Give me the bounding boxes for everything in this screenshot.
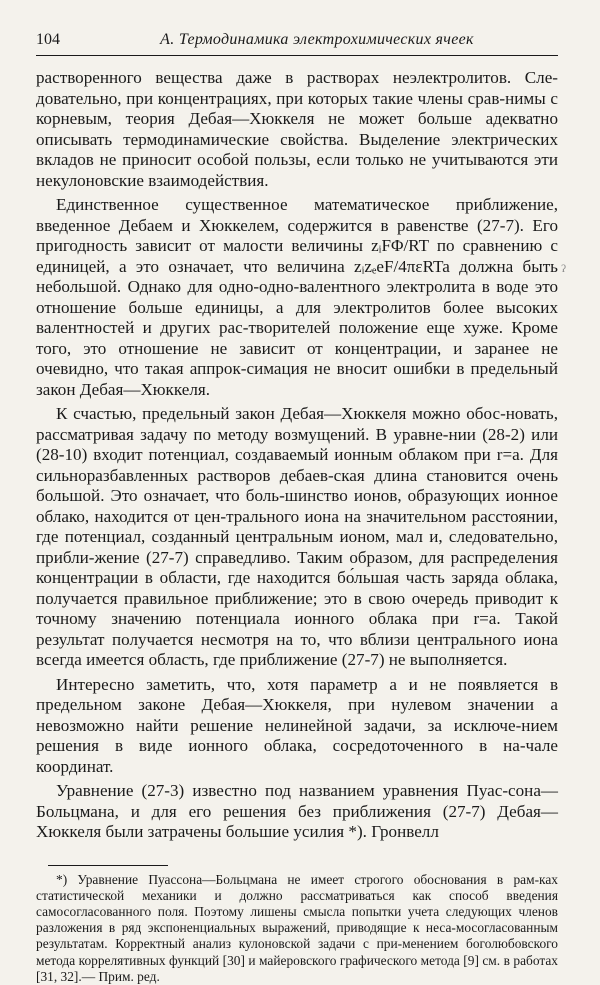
text-line: введенное Дебаем и Хюккелем, содержится в равенстве (27-7).	[36, 215, 524, 235]
body-text	[36, 68, 558, 843]
text-line: сравнению с единицей, а это означает, что величина	[36, 236, 558, 276]
text-line: a невозможно найти решение нелинейной задачи, за исключе-	[36, 695, 558, 735]
text-line: в предельном законе Дебая—Хюккеля, при нулевом значении	[36, 674, 559, 714]
paragraph	[36, 195, 558, 400]
text-line: Дебая—Хюккеля были затрачены большие усилия *). Гронвелл	[36, 801, 558, 841]
footnote-line: членов разложения в ряд экспоненциальных выражений, приводящие к неса-	[36, 903, 558, 936]
text-line: валентного электролита в воде это отношение больше единицы,	[36, 277, 558, 317]
text-line: ская длина становится очень большой. Это означает, что боль-	[36, 465, 558, 505]
header-rule	[36, 55, 558, 56]
text-line: жение (27-7) справедливо. Таким образом, для распределения	[94, 547, 558, 567]
text-line: (27-7) не выполняется.	[341, 650, 508, 669]
page-header	[36, 30, 558, 50]
text-line: довательно, при концентрациях, при которых такие члены срав-	[36, 88, 506, 108]
paragraph	[36, 781, 558, 843]
footnote-line: самосогласованного поля. Поэтому лишены смысла попытки учета следующих	[36, 903, 512, 919]
text-line: нием решения в виде ионного облака, сосредоточенного в на-	[36, 715, 558, 755]
text-line: нимы с корневым, теория Дебая—Хюккеля не может больше	[36, 88, 558, 128]
text-line: шинство ионов, образующих ионное облако, находится от цен-	[36, 486, 558, 526]
text-line: Его пригодность зависит от малости величины zᵢFΦ/RT по	[36, 215, 558, 255]
footnote	[36, 872, 558, 985]
text-line: сона—Больцмана, и для его решения без приближения (27-7)	[36, 781, 558, 821]
text-line: Единственное существенное математическое приближение,	[56, 195, 558, 214]
text-line: К счастью, предельный закон Дебая—Хюккеля можно обос-	[56, 404, 506, 423]
text-line: трального иона на значительном расстоянии, где потенциал,	[36, 506, 558, 546]
footnote-rule	[48, 865, 168, 866]
text-line: облаком при r=a. Для сильноразбавленных растворов дебаев-	[36, 445, 558, 485]
text-line: нии (28-2) или (28-10) входит потенциал, создаваемый ионным	[36, 424, 558, 464]
footnote-text	[36, 872, 558, 985]
footnote-line: менением боголюбовского метода коррелятивных функций [30] и майеровского	[36, 936, 558, 968]
text-line: Уравнение (27-3) известно под названием уравнения Пуас-	[56, 781, 509, 800]
text-line: адекватно описывать термодинамические свойства. Выделение	[36, 109, 558, 149]
text-line: концентрации в области, где находится бо́льшая часть заряда	[36, 568, 499, 587]
paragraph	[36, 675, 558, 778]
text-line: r=a. Такой результат получается несмотря на то, что вблизи	[36, 609, 558, 649]
page-number: 104	[36, 31, 60, 48]
text-line: приводит к точному значению потенциала ионного облака при	[36, 588, 559, 628]
text-line: zᵢzₑeF/4πεRTa должна быть небольшой. Однако для одно-одно-	[36, 256, 558, 296]
text-line: новать, рассматривая задачу по методу возмущений. В уравне-	[36, 404, 558, 444]
text-line: зависит от концентрации, и заранее не очевидно, что такая аппрок-	[36, 338, 558, 378]
footnote-line: ках статистической механики и должно рассматриваться как способ введения	[36, 871, 558, 903]
text-line: симация не вносит ошибки в предельный закон Дебая—Хюккеля.	[36, 359, 558, 399]
footnote-line: графического метода [9] см. в работах [31, 32].— Прим. ред.	[36, 952, 558, 984]
running-title: А. Термодинамика электрохимических ячеек	[160, 31, 474, 48]
text-line: облака, получается правильное приближение; это в свою очередь	[36, 568, 559, 608]
footnote-line: *) Уравнение Пуассона—Больцмана не имеет строгого обоснования в рам-	[56, 871, 540, 887]
text-line: не учитываются эти некулоновские взаимодействия.	[36, 150, 559, 190]
text-line: а для электролитов более высоких валентностей и других рас-	[36, 297, 558, 337]
text-line: растворенного вещества даже в растворах неэлектролитов. Сле-	[36, 68, 558, 87]
paragraph	[36, 404, 558, 671]
paragraph	[36, 68, 558, 191]
text-line: созданный центральным ионом, мал и, следовательно, прибли-	[36, 527, 558, 567]
footnote-line: мосогласованным результатам. Корректный анализ кулоновской задачи с при-	[36, 920, 558, 952]
text-line: творителей положение еще хуже. Кроме того, это отношение не	[36, 318, 558, 358]
text-line: чале координат.	[36, 736, 558, 776]
text-line: Интересно заметить, что, хотя параметр a и не появляется	[56, 674, 539, 694]
margin-mark: ʔ	[561, 263, 566, 275]
text-line: электрических вкладов не приносит особой пользы, если только	[36, 129, 558, 169]
text-line: центрального иона всегда имеется область, где приближение	[36, 629, 558, 669]
